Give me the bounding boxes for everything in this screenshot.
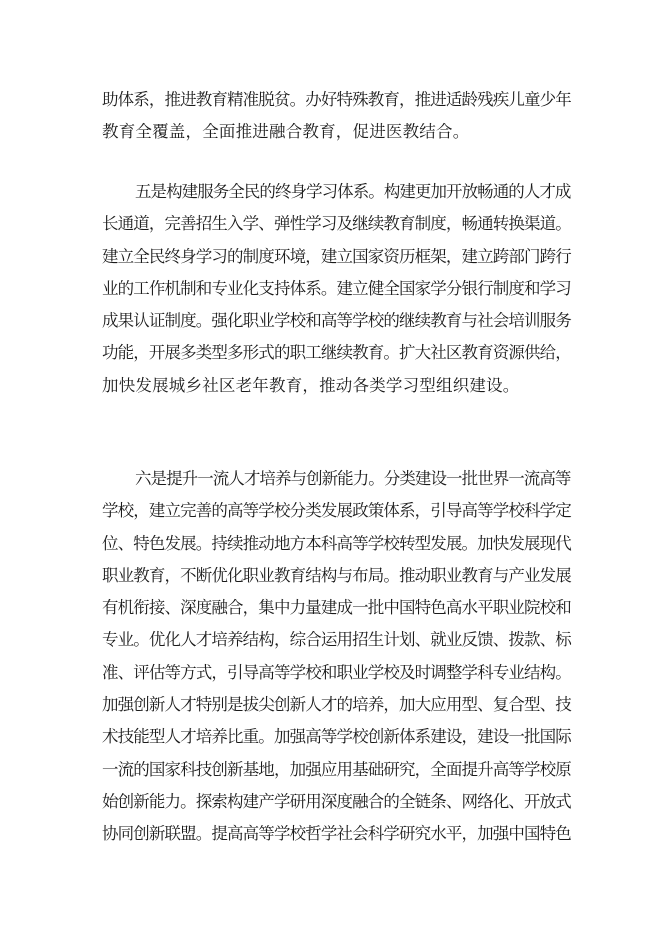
text-line: 准、评估等方式，引导高等学校和职业学校及时调整学科专业结构。 — [102, 662, 571, 682]
text-line: 六是提升一流人才培养与创新能力。分类建设一批世界一流高等 — [135, 469, 571, 488]
text-line: 加快发展城乡社区老年教育，推动各类学习型组织建设。 — [102, 375, 520, 395]
paragraph-continuation — [102, 84, 572, 149]
text-line: 业的工作机制和专业化支持体系。建立健全国家学分银行制度和学习 — [102, 278, 571, 298]
text-line: 有机衔接、深度融合，集中力量建成一批中国特色高水平职业院校和 — [102, 598, 571, 618]
paragraph-lifelong-learning — [102, 176, 572, 402]
text-line: 术技能型人才培养比重。加强高等学校创新体系建设，建设一批国际 — [102, 727, 571, 747]
paragraph-talent-innovation — [102, 463, 572, 851]
text-line: 加强创新人才特别是拔尖创新人才的培养，加大应用型、复合型、技 — [102, 695, 571, 715]
text-line: 始创新能力。探索构建产学研用深度融合的全链条、网络化、开放式 — [102, 791, 571, 811]
text-line: 学校，建立完善的高等学校分类发展政策体系，引导高等学校科学定 — [102, 501, 571, 521]
text-line: 教育全覆盖，全面推进融合教育，促进医教结合。 — [102, 122, 470, 142]
text-line: 功能，开展多类型多形式的职工继续教育。扩大社区教育资源供给， — [102, 343, 571, 363]
text-line: 建立全民终身学习的制度环境，建立国家资历框架，建立跨部门跨行 — [102, 246, 571, 266]
text-line: 长通道，完善招生入学、弹性学习及继续教育制度，畅通转换渠道。 — [102, 214, 571, 234]
text-line: 专业。优化人才培养结构，综合运用招生计划、就业反馈、拨款、标 — [102, 630, 571, 650]
text-line: 成果认证制度。强化职业学校和高等学校的继续教育与社会培训服务 — [102, 311, 571, 331]
text-line: 位、特色发展。持续推动地方本科高等学校转型发展。加快发展现代 — [102, 533, 571, 553]
text-line: 五是构建服务全民的终身学习体系。构建更加开放畅通的人才成 — [135, 182, 571, 201]
text-line: 职业教育，不断优化职业教育结构与布局。推动职业教育与产业发展 — [102, 565, 571, 585]
text-line: 协同创新联盟。提高高等学校哲学社会科学研究水平，加强中国特色 — [102, 824, 571, 844]
text-line: 一流的国家科技创新基地，加强应用基础研究，全面提升高等学校原 — [102, 759, 571, 779]
text-line: 助体系，推进教育精准脱贫。办好特殊教育，推进适龄残疾儿童少年 — [102, 90, 571, 109]
